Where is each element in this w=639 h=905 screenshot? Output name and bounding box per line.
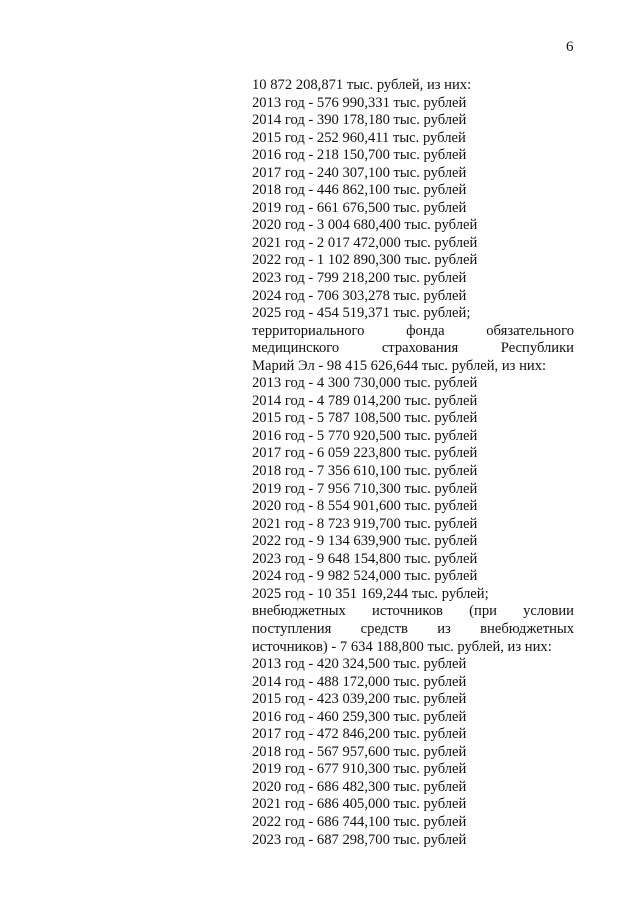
text-line: 2019 год - 661 676,500 тыс. рублей bbox=[252, 199, 467, 216]
text-line: 2015 год - 423 039,200 тыс. рублей bbox=[252, 691, 467, 708]
text-line: 2024 год - 9 982 524,000 тыс. рублей bbox=[252, 568, 478, 585]
text-line: 2016 год - 460 259,300 тыс. рублей bbox=[252, 708, 467, 725]
text-line: 2017 год - 240 307,100 тыс. рублей bbox=[252, 164, 467, 181]
text-line: 2014 год - 390 178,180 тыс. рублей bbox=[252, 112, 467, 129]
text-line: 2014 год - 4 789 014,200 тыс. рублей bbox=[252, 392, 478, 409]
text-line: 2013 год - 576 990,331 тыс. рублей bbox=[252, 94, 467, 111]
text-line: 2025 год - 454 519,371 тыс. рублей; bbox=[252, 305, 471, 322]
text-line: 2020 год - 3 004 680,400 тыс. рублей bbox=[252, 217, 478, 234]
text-line: 2015 год - 252 960,411 тыс. рублей bbox=[252, 129, 466, 146]
text-line: Марий Эл - 98 415 626,644 тыс. рублей, из них: bbox=[252, 357, 547, 374]
text-line: 2023 год - 687 298,700 тыс. рублей bbox=[252, 831, 467, 848]
text-line: 2024 год - 706 303,278 тыс. рублей bbox=[252, 287, 467, 304]
text-line: 2017 год - 6 059 223,800 тыс. рублей bbox=[252, 445, 478, 462]
text-line: 2018 год - 446 862,100 тыс. рублей bbox=[252, 182, 467, 199]
text-line: 2015 год - 5 787 108,500 тыс. рублей bbox=[252, 410, 478, 427]
text-line: 2018 год - 567 957,600 тыс. рублей bbox=[252, 743, 467, 760]
text-line: внебюджетных источников (при условии bbox=[252, 603, 574, 620]
text-line: 2022 год - 9 134 639,900 тыс. рублей bbox=[252, 533, 478, 550]
text-line: 2021 год - 686 405,000 тыс. рублей bbox=[252, 796, 467, 813]
text-line: 2020 год - 686 482,300 тыс. рублей bbox=[252, 778, 467, 795]
text-line: 2016 год - 5 770 920,500 тыс. рублей bbox=[252, 427, 478, 444]
text-line: 2013 год - 420 324,500 тыс. рублей bbox=[252, 656, 467, 673]
text-line: 2022 год - 1 102 890,300 тыс. рублей bbox=[252, 252, 478, 269]
text-line: 2023 год - 799 218,200 тыс. рублей bbox=[252, 270, 467, 287]
text-line: 2021 год - 8 723 919,700 тыс. рублей bbox=[252, 515, 478, 532]
text-line: 2016 год - 218 150,700 тыс. рублей bbox=[252, 147, 467, 164]
document-body bbox=[252, 77, 574, 849]
text-line: 2022 год - 686 744,100 тыс. рублей bbox=[252, 813, 467, 830]
text-line: 2019 год - 7 956 710,300 тыс. рублей bbox=[252, 480, 478, 497]
text-line: 2021 год - 2 017 472,000 тыс. рублей bbox=[252, 234, 478, 251]
text-line: 2025 год - 10 351 169,244 тыс. рублей; bbox=[252, 585, 489, 602]
text-line: 2023 год - 9 648 154,800 тыс. рублей bbox=[252, 550, 478, 567]
text-line: 10 872 208,871 тыс. рублей, из них: bbox=[252, 77, 472, 93]
page-number: 6 bbox=[566, 39, 574, 55]
text-line: 2017 год - 472 846,200 тыс. рублей bbox=[252, 726, 467, 743]
text-line: 2019 год - 677 910,300 тыс. рублей bbox=[252, 761, 467, 778]
text-line: 2014 год - 488 172,000 тыс. рублей bbox=[252, 673, 467, 690]
text-line: территориального фонда обязательного bbox=[252, 322, 574, 339]
text-line: источников) - 7 634 188,800 тыс. рублей, из них: bbox=[252, 638, 552, 655]
text-line: поступления средств из внебюджетных bbox=[252, 620, 574, 637]
text-line: 2018 год - 7 356 610,100 тыс. рублей bbox=[252, 463, 478, 480]
text-line: 2020 год - 8 554 901,600 тыс. рублей bbox=[252, 498, 478, 515]
text-line: 2013 год - 4 300 730,000 тыс. рублей bbox=[252, 375, 478, 392]
text-line: медицинского страхования Республики bbox=[252, 340, 574, 357]
